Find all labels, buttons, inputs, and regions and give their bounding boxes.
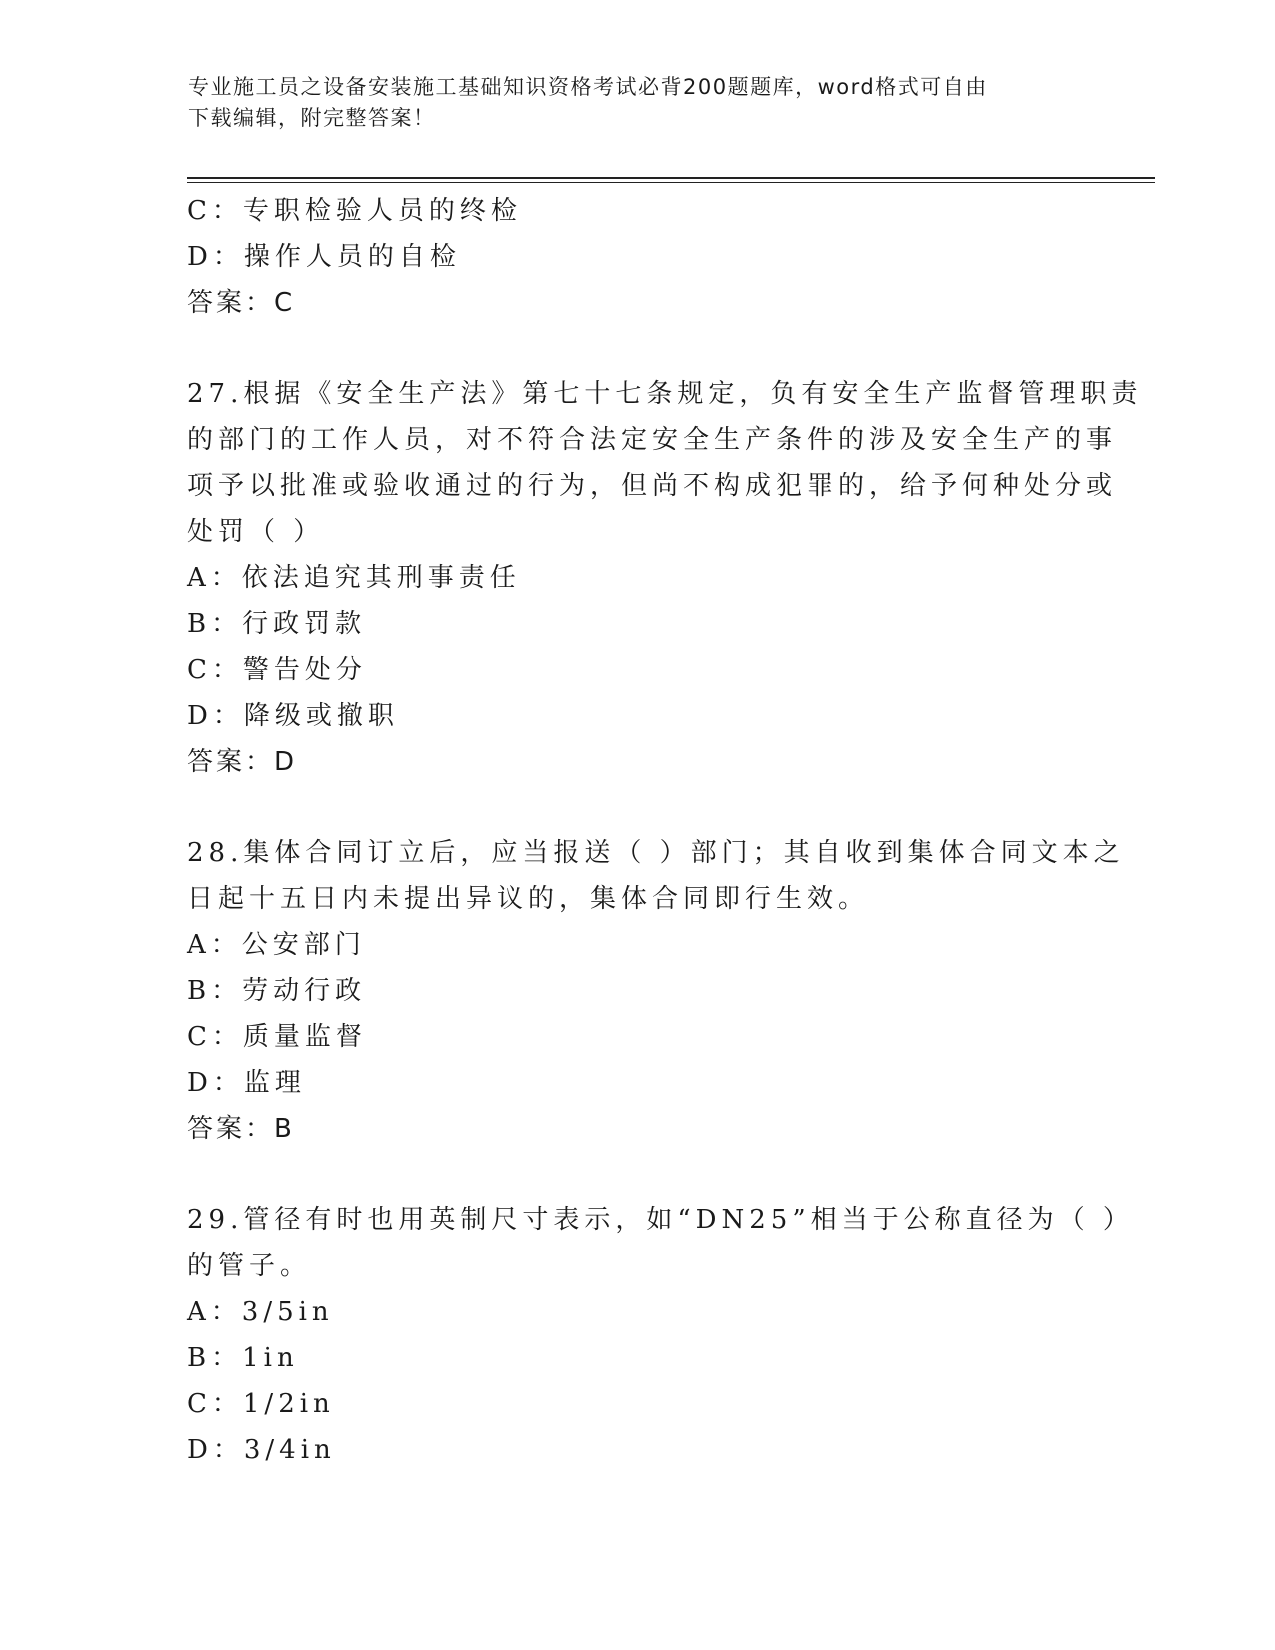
question-text: 项予以批准或验收通过的行为，但尚不构成犯罪的，给予何种处分或 xyxy=(187,471,1118,501)
question-28 xyxy=(187,830,1125,1152)
option-c: C：质量监督 xyxy=(187,1022,367,1052)
question-text: 27.根据《安全生产法》第七十七条规定，负有安全生产监督管理职责 xyxy=(187,379,1143,409)
option-b: B：劳动行政 xyxy=(187,976,367,1006)
question-27 xyxy=(187,371,1143,785)
header-line: 专业施工员之设备安装施工基础知识资格考试必背200题题库，word格式可自由 xyxy=(188,75,988,99)
option-d: D：监理 xyxy=(187,1068,306,1098)
option-c: C：警告处分 xyxy=(187,655,367,685)
header-line: 下载编辑，附完整答案！ xyxy=(188,106,436,130)
option-a: A：3/5in xyxy=(187,1297,334,1327)
question-29 xyxy=(187,1197,1134,1473)
question-text: 的管子。 xyxy=(187,1251,312,1281)
question-text: 28.集体合同订立后，应当报送（ ）部门；其自收到集体合同文本之 xyxy=(187,838,1125,868)
option-c: C：1/2in xyxy=(187,1389,335,1419)
question-text: 29.管径有时也用英制尺寸表示，如“DN25”相当于公称直径为（ ） xyxy=(187,1205,1134,1235)
question-text: 处罚（ ） xyxy=(187,517,325,547)
header-divider xyxy=(187,177,1155,179)
option-d: D：3/4in xyxy=(187,1435,336,1465)
option-c: C：专职检验人员的终检 xyxy=(187,196,522,226)
option-a: A：公安部门 xyxy=(187,930,366,960)
option-b: B：1in xyxy=(187,1343,299,1373)
document-header xyxy=(188,72,1088,134)
option-d: D：降级或撤职 xyxy=(187,701,399,731)
question-text: 日起十五日内未提出异议的，集体合同即行生效。 xyxy=(187,884,870,914)
option-a: A：依法追究其刑事责任 xyxy=(187,563,521,593)
question-list xyxy=(187,188,1143,1473)
header-divider-thin xyxy=(187,182,1155,183)
answer: 答案：D xyxy=(187,747,298,777)
answer: 答案：C xyxy=(187,288,296,318)
option-d: D：操作人员的自检 xyxy=(187,242,461,272)
answer: 答案：B xyxy=(187,1114,295,1144)
option-b: B：行政罚款 xyxy=(187,609,367,639)
question-text: 的部门的工作人员，对不符合法定安全生产条件的涉及安全生产的事 xyxy=(187,425,1118,455)
